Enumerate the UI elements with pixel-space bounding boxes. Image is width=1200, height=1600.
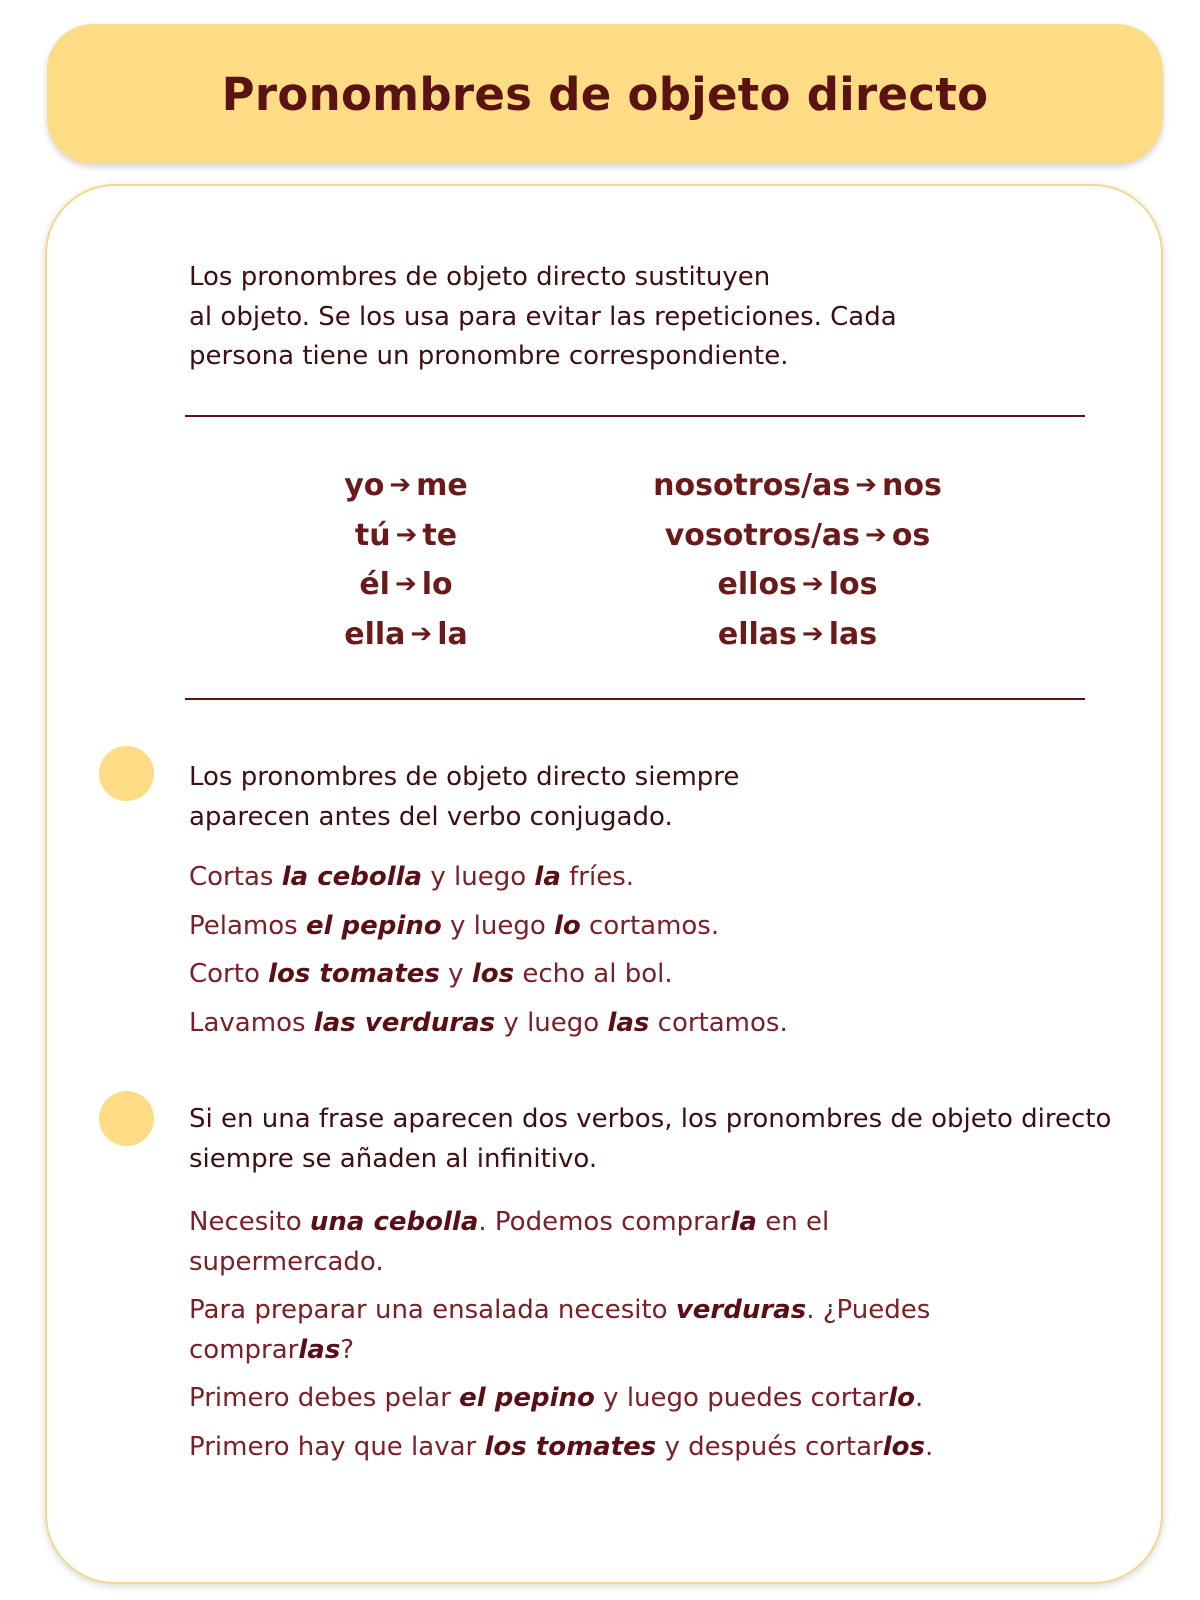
sentence-fragment: . ¿Puedes [806,1295,931,1325]
pronoun-row [336,512,476,562]
pronoun-column-singular [336,462,476,660]
example-sentence [189,907,788,947]
pronoun-row [336,611,476,661]
highlighted-word: las verduras [313,1007,496,1038]
highlighted-word: una cebolla [309,1207,479,1237]
subject-pronoun: él [359,567,390,602]
sentence-fragment: Primero hay que lavar [189,1431,485,1462]
highlighted-word: la [730,1207,757,1237]
intro-line: al objeto. Se los usa para evitar las repeticiones. Cada [189,301,897,332]
sentence-fragment: . [915,1383,924,1413]
subject-pronoun: vosotros/as [664,517,861,553]
sentence-fragment: cortamos. [580,910,720,941]
sentence-fragment: ? [340,1334,355,1365]
sentence-fragment: Pelamos [189,910,306,941]
example-sentence [189,1428,933,1468]
highlighted-word: los tomates [268,959,440,989]
divider-bottom [185,698,1085,700]
highlighted-word: la cebolla [281,862,423,892]
rule-2-examples [189,1203,933,1476]
arrow-icon: ➔ [394,569,417,599]
bullet-dot [99,1091,154,1146]
rule-1-examples [189,858,788,1052]
highlighted-word: lo [888,1383,915,1413]
sentence-fragment: y luego puedes cortar [594,1383,889,1413]
sentence-fragment: cortamos. [649,1007,788,1038]
arrow-icon: ➔ [855,470,878,500]
subject-pronoun: ella [344,616,406,652]
sentence-fragment: Corto [189,959,269,989]
page-title: Pronombres de objeto directo [221,67,989,121]
intro-line: Los pronombres de objeto directo sustituyen [189,262,771,292]
subject-pronoun: yo [344,468,385,503]
sentence-fragment: echo al bol. [514,959,673,989]
subject-pronoun: ellos [717,567,797,602]
highlighted-word: el pepino [459,1383,595,1413]
highlighted-word: los [471,959,515,989]
sentence-fragment: y luego [441,910,554,941]
sentence-fragment: Para preparar una ensalada necesito [189,1295,676,1325]
example-sentence [189,1004,788,1044]
object-pronoun: te [422,517,458,553]
pronoun-row [625,561,970,611]
highlighted-word: las [298,1334,341,1365]
subject-pronoun: tú [354,517,391,553]
bullet-dot [99,746,154,801]
highlighted-word: los tomates [484,1431,657,1462]
object-pronoun: los [828,567,878,602]
highlighted-word: la [534,862,561,892]
sentence-fragment: y después cortar [656,1431,883,1462]
example-sentence [189,955,788,995]
rule-line: siempre se añaden al infinitivo. [189,1143,598,1174]
rule-line: aparecen antes del verbo conjugado. [189,801,673,832]
object-pronoun: las [828,616,878,652]
arrow-icon: ➔ [395,519,418,550]
highlighted-word: lo [554,910,581,941]
example-sentence [189,1203,933,1282]
highlighted-word: los [882,1431,925,1462]
example-sentence [189,858,788,898]
example-sentence [189,1379,933,1419]
subject-pronoun: nosotros/as [653,468,851,503]
subject-pronoun: ellas [717,616,797,652]
divider-top [185,415,1085,417]
arrow-icon: ➔ [865,519,887,550]
example-sentence [189,1291,933,1370]
arrow-icon: ➔ [389,470,412,500]
object-pronoun: lo [421,567,453,602]
sentence-fragment: fríes. [560,862,635,892]
sentence-fragment: . Podemos comprar [478,1207,731,1237]
sentence-fragment: en el [756,1207,830,1237]
arrow-icon: ➔ [410,618,433,649]
highlighted-word: el pepino [305,910,442,941]
pronoun-column-plural [625,462,970,660]
pronoun-row [625,512,970,562]
rule-line: Los pronombres de objeto directo siempre [189,762,740,792]
sentence-fragment: Necesito [189,1207,310,1237]
object-pronoun: nos [882,468,942,503]
object-pronoun: la [437,616,468,652]
pronoun-row [336,561,476,611]
sentence-fragment: . [924,1431,934,1462]
object-pronoun: me [416,468,468,503]
sentence-fragment: supermercado. [189,1246,384,1277]
sentence-fragment: Primero debes pelar [189,1383,460,1413]
title-banner [47,24,1163,164]
arrow-icon: ➔ [801,569,824,599]
sentence-fragment: y luego [495,1007,608,1038]
rule-2-text [189,1100,1111,1179]
rule-line: Si en una frase aparecen dos verbos, los pronombres de objeto directo [189,1104,1112,1134]
intro-paragraph [189,258,949,377]
sentence-fragment: y [439,959,472,989]
highlighted-word: las [607,1007,650,1038]
object-pronoun: os [891,517,931,553]
sentence-fragment: Lavamos [189,1007,314,1038]
arrow-icon: ➔ [801,618,824,649]
pronoun-row [625,611,970,661]
sentence-fragment: Cortas [189,862,282,892]
sentence-fragment: y luego [422,862,535,892]
rule-1-text [189,758,739,837]
pronoun-row [625,462,970,512]
intro-line: persona tiene un pronombre correspondiente. [189,341,789,371]
sentence-fragment: comprar [189,1334,299,1365]
pronoun-row [336,462,476,512]
highlighted-word: verduras [675,1295,807,1325]
